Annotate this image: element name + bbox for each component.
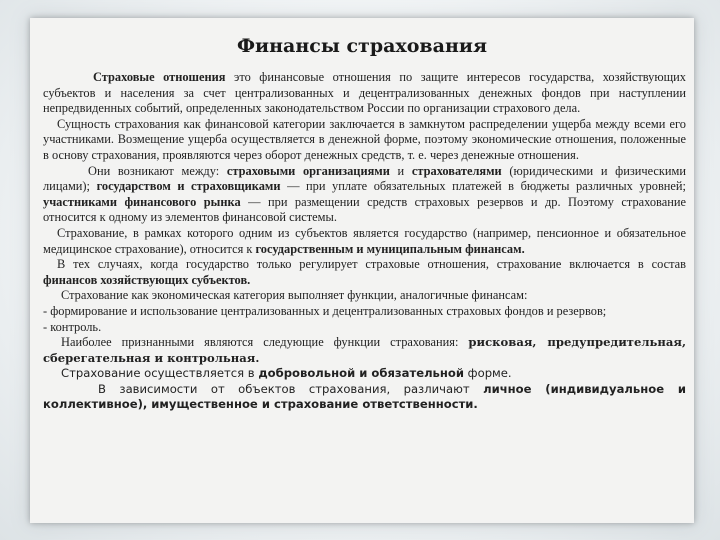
term-business-finance: финансов хозяйствующих субъектов. <box>43 272 251 287</box>
paragraph-state-insurance <box>43 226 686 257</box>
paragraph-text: — при уплате обязательных платежей в бюджеты различных уровней; <box>280 179 686 194</box>
term-insurers: страховыми организациями <box>226 163 390 178</box>
term-forms: добровольной и обязательной <box>258 366 464 381</box>
paragraph-text: это финансовые отношения по защите интересов государства, хозяйствующих субъектов и населения за счет централизованных и децентрализованных денежных фондов при наступлении непредвиденных событий, определенных законодательством России по организации страхового дела. <box>43 70 686 116</box>
term-state-finance: государственным и муниципальным финансам. <box>255 241 525 256</box>
list-item-funds: - формирование и использование централизованных и децентрализованных страховых фондов и резервов; <box>43 303 607 318</box>
paragraph-definition <box>43 70 686 117</box>
list-item-control: - контроль. <box>43 319 102 334</box>
paragraph-objects <box>43 382 686 413</box>
term-policyholders: страхователями <box>411 163 502 178</box>
term-insurance-types: личное (индивидуальное и коллективное), имущественное и страхование ответственности. <box>43 381 686 412</box>
paragraph-text: Они возникают между: <box>88 163 227 178</box>
page-title: Финансы страхования <box>237 35 487 57</box>
paragraph-text: — при размещении средств страховых резервов и др. Поэтому страхование относится к одному из элементов финансовой системы. <box>43 194 687 225</box>
paragraph-text: В тех случаях, когда государство только регулирует страховые отношения, страхование включается в состав <box>57 257 686 272</box>
paragraph-text: и <box>389 163 412 178</box>
paragraph-text: Страхование, в рамках которого одним из субъектов является государство (например, пенсионное и обязательное медицинское страхование), относится к <box>43 225 686 256</box>
paragraph-participants <box>43 164 686 226</box>
term-state-and-insurers: государством и страховщиками <box>96 179 281 194</box>
term-functions: рисковая, предупредительная, сберегательная и контрольная. <box>43 335 686 365</box>
paragraph-text: В зависимости от объектов страхования, различают <box>98 381 484 396</box>
paragraph-functions-intro: Страхование как экономическая категория выполняет функции, аналогичные финансам: <box>61 288 528 303</box>
paragraph-text: Страхование осуществляется в <box>61 366 259 381</box>
paragraph-functions <box>43 335 686 366</box>
term-market-participants: участниками финансового рынка <box>43 194 241 209</box>
paragraph-text: форме. <box>464 366 512 381</box>
term-insurance-relations: Страховые отношения <box>93 70 226 84</box>
paragraph-essence: Сущность страхования как финансовой категории заключается в замкнутом распределении ущерба между всеми его участниками. Возмещение ущерба осуществляется в денежной форме, поэтому экономические отношения, положенные в основу страхования, проявляются через оборот денежных средств, т. е. через денежные отношения. <box>43 116 686 162</box>
paragraph-text: Наиболее признанными являются следующие функции страхования: <box>61 335 469 350</box>
paragraph-regulation <box>43 257 686 288</box>
document-body <box>43 70 686 413</box>
paragraph-forms <box>43 366 686 382</box>
paragraph-text: (юридическими и физическими лицами); <box>43 163 687 194</box>
document-page <box>30 18 694 523</box>
